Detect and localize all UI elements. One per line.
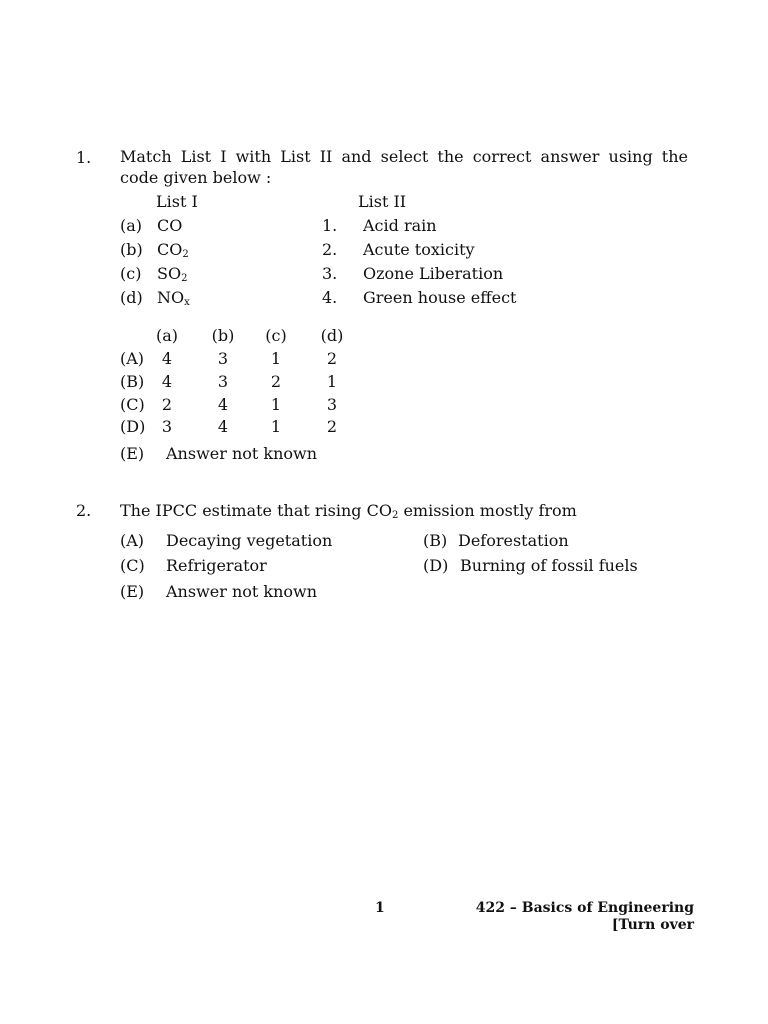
question-1-stem-line1: Match List I with List II and select the correct answer using the (120, 147, 688, 166)
list-1-item: $SO_2$ (157, 264, 188, 284)
list-2-item: Green house effect (363, 288, 517, 307)
list-1-label: (c) (120, 264, 142, 283)
list-2-number: 1. (322, 216, 338, 235)
code-cell: 1 (270, 395, 282, 414)
option-e-label: (E) (120, 444, 145, 463)
list-2-number: 2. (322, 240, 338, 259)
code-cell: 2 (270, 372, 282, 391)
code-header: (b) (211, 326, 235, 345)
list-2-item: Ozone Liberation (363, 264, 504, 283)
code-header: (d) (320, 326, 344, 345)
code-cell: 3 (161, 417, 173, 436)
list-1-label: (a) (120, 216, 143, 235)
question-1-number: 1. (76, 148, 92, 167)
option-text: Burning of fossil fuels (460, 556, 638, 575)
list-1-item: $NO_x$ (157, 288, 190, 308)
code-header: (c) (265, 326, 287, 345)
code-cell: 4 (161, 372, 173, 391)
list-1-label: (d) (120, 288, 143, 307)
option-text: Decaying vegetation (166, 531, 333, 550)
option-text: Deforestation (458, 531, 569, 550)
option-label: (B) (423, 531, 448, 550)
option-label: (D) (423, 556, 449, 575)
turn-over: [Turn over (611, 917, 694, 933)
code-cell: 4 (161, 349, 173, 368)
option-text: Refrigerator (166, 556, 267, 575)
code-row-label: (B) (120, 372, 145, 391)
code-cell: 2 (326, 349, 338, 368)
list-2-header: List II (358, 192, 407, 211)
code-row-label: (A) (120, 349, 145, 368)
list-2-number: 4. (322, 288, 338, 307)
list-1-header: List I (156, 192, 198, 211)
option-label: (A) (120, 531, 145, 550)
question-2-number: 2. (76, 501, 92, 520)
code-row-label: (C) (120, 395, 145, 414)
code-cell: 1 (270, 349, 282, 368)
code-cell: 4 (217, 417, 229, 436)
paper-code: 422 – Basics of Engineering (475, 900, 694, 916)
list-1-item: $CO_2$ (157, 240, 189, 260)
code-header: (a) (155, 326, 179, 345)
question-2-stem: The IPCC estimate that rising $CO_2$ emission mostly from (120, 501, 577, 521)
code-cell: 1 (326, 372, 338, 391)
list-1-item: CO (157, 216, 183, 235)
code-cell: 3 (217, 349, 229, 368)
code-cell: 3 (326, 395, 338, 414)
option-label: (E) (120, 582, 145, 601)
list-2-item: Acid rain (363, 216, 437, 235)
list-2-item: Acute toxicity (363, 240, 475, 259)
code-cell: 1 (270, 417, 282, 436)
code-cell: 2 (161, 395, 173, 414)
option-text: Answer not known (166, 582, 318, 601)
list-1-label: (b) (120, 240, 143, 259)
list-2-number: 3. (322, 264, 338, 283)
code-cell: 3 (217, 372, 229, 391)
option-e-text: Answer not known (166, 444, 318, 463)
page-number: 1 (375, 900, 385, 916)
option-label: (C) (120, 556, 145, 575)
code-row-label: (D) (120, 417, 146, 436)
code-cell: 2 (326, 417, 338, 436)
question-1-stem-line2: code given below : (120, 168, 272, 187)
code-cell: 4 (217, 395, 229, 414)
